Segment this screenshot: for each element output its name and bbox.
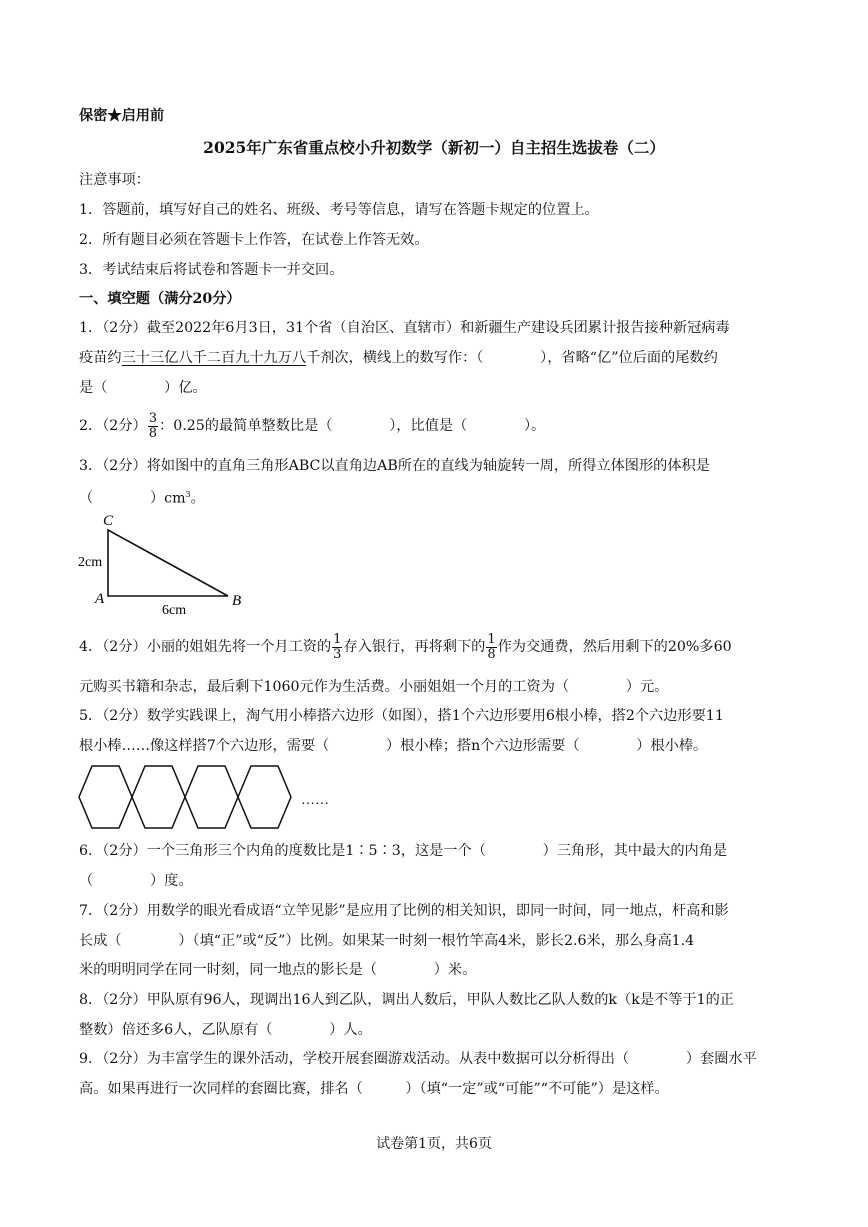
- question-6-line-2: （ ）度。: [79, 873, 193, 889]
- q2-prefix: 2．（2分）: [79, 418, 147, 434]
- q4-post: 作为交通费，然后用剩下的20%多60: [497, 639, 732, 655]
- q4-prefix: 4．（2分）小丽的姐姐先将一个月工资的: [79, 639, 332, 655]
- fraction-3-8: [148, 412, 158, 441]
- triangle-abc: [108, 530, 228, 596]
- note-item: 1．答题前，填写好自己的姓名、班级、考号等信息，请写在答题卡规定的位置上。: [79, 202, 599, 218]
- note-item: 2．所有题目必须在答题卡上作答，在试卷上作答无效。: [79, 232, 429, 248]
- q4-middle: 存入银行，再将剩下的: [343, 639, 486, 655]
- frac-numerator: 3: [148, 410, 157, 426]
- q1-text-post: 千剂次，横线上的数写作：（ ），省略“亿”位后面的尾数约: [306, 350, 718, 366]
- hexagon-1: [79, 766, 132, 828]
- q1-text-pre: 疫苗约: [79, 350, 122, 366]
- frac-denominator: 3: [333, 646, 342, 662]
- continuation-ellipsis: ……: [301, 793, 329, 808]
- hexagon-4: [238, 766, 291, 828]
- confidential-label: 保密★启用前: [79, 108, 165, 124]
- question-2: [79, 409, 545, 443]
- question-4-line-1: [79, 630, 732, 664]
- triangle-abc-figure: [74, 510, 264, 618]
- question-9-line-2: 高。如果再进行一次同样的套圈比赛，排名（ ）（填“一定”或“可能”“不可能”）是这样。: [79, 1081, 669, 1097]
- question-7-line-3: 米的明明同学在同一时刻，同一地点的影长是（ ）米。: [79, 962, 477, 978]
- question-8-line-2: 整数）倍还多6人，乙队原有（ ）人。: [79, 1022, 372, 1038]
- hexagon-2: [132, 766, 185, 828]
- frac-denominator: 8: [487, 646, 496, 662]
- vertex-c-label: C: [103, 513, 114, 529]
- vertex-b-label: B: [232, 593, 242, 609]
- q2-text: ：0.25的最简单整数比是（ ），比值是（ ）。: [159, 418, 546, 434]
- question-3-line-1: 3．（2分）将如图中的直角三角形ABC以直角边AB所在的直线为轴旋转一周，所得立体图形的体积是: [79, 458, 710, 474]
- cube-superscript: 3: [185, 490, 191, 499]
- page-footer: 试卷第1页，共6页: [376, 1136, 492, 1152]
- question-6-line-1: 6．（2分）一个三角形三个内角的度数比是1∶5∶3，这是一个（ ）三角形，其中最大的内角是: [79, 843, 728, 859]
- question-8-line-1: 8．（2分）甲队原有96人，现调出16人到乙队，调出人数后，甲队人数比乙队人数的k（k是不等于1的正: [79, 992, 734, 1008]
- q1-underlined-number: 三十三亿八千二百九十九万八: [121, 350, 307, 366]
- question-4-line-2: 元购买书籍和杂志，最后剩下1060元作为生活费。小丽姐姐一个月的工资为（ ）元。: [79, 679, 669, 695]
- question-5-line-2: 根小棒……像这样搭7个六边形，需要（ ）根小棒；搭n个六边形需要（ ）根小棒。: [79, 738, 708, 754]
- side-ac-length: 2cm: [78, 555, 103, 570]
- side-ab-length: 6cm: [162, 603, 187, 618]
- fraction-1-3: [332, 633, 342, 662]
- q3-blank-text: （ ）cm: [79, 490, 186, 507]
- section-heading: 一、填空题（满分20分）: [79, 291, 241, 307]
- q3-end: 。: [190, 490, 205, 507]
- fraction-1-8: [486, 633, 496, 662]
- question-7-line-2: 长成（ ）（填“正”或“反”）比例。如果某一时刻一根竹竿高4米，影长2.6米，那么身高1.4: [79, 933, 695, 949]
- question-3-line-2: [79, 485, 205, 509]
- frac-numerator: 1: [487, 631, 496, 647]
- hexagon-chain-figure: [76, 762, 346, 832]
- vertex-a-label: A: [95, 591, 105, 607]
- frac-numerator: 1: [333, 631, 342, 647]
- note-item: 3．考试结束后将试卷和答题卡一并交回。: [79, 262, 344, 278]
- hexagon-3: [185, 766, 238, 828]
- question-9-line-1: 9．（2分）为丰富学生的课外活动，学校开展套圈游戏活动。从表中数据可以分析得出（ ）套圈水平: [79, 1051, 757, 1067]
- exam-title: 2025年广东省重点校小升初数学（新初一）自主招生选拔卷（二）: [203, 138, 665, 157]
- question-1-line-1: 1．（2分）截至2022年6月3日，31个省（自治区、直辖市）和新疆生产建设兵团累计报告接种新冠病毒: [79, 320, 730, 336]
- question-1-line-3: 是（ ）亿。: [79, 380, 207, 396]
- frac-denominator: 8: [148, 425, 157, 441]
- question-5-line-1: 5．（2分）数学实践课上，淘气用小棒搭六边形（如图），搭1个六边形要用6根小棒，搭2个六边形要11: [79, 708, 724, 724]
- notes-heading: 注意事项：: [79, 172, 150, 188]
- question-1-line-2: [79, 348, 718, 368]
- question-7-line-1: 7．（2分）用数学的眼光看成语“立竿见影”是应用了比例的相关知识，即同一时间，同一地点，杆高和影: [79, 903, 729, 919]
